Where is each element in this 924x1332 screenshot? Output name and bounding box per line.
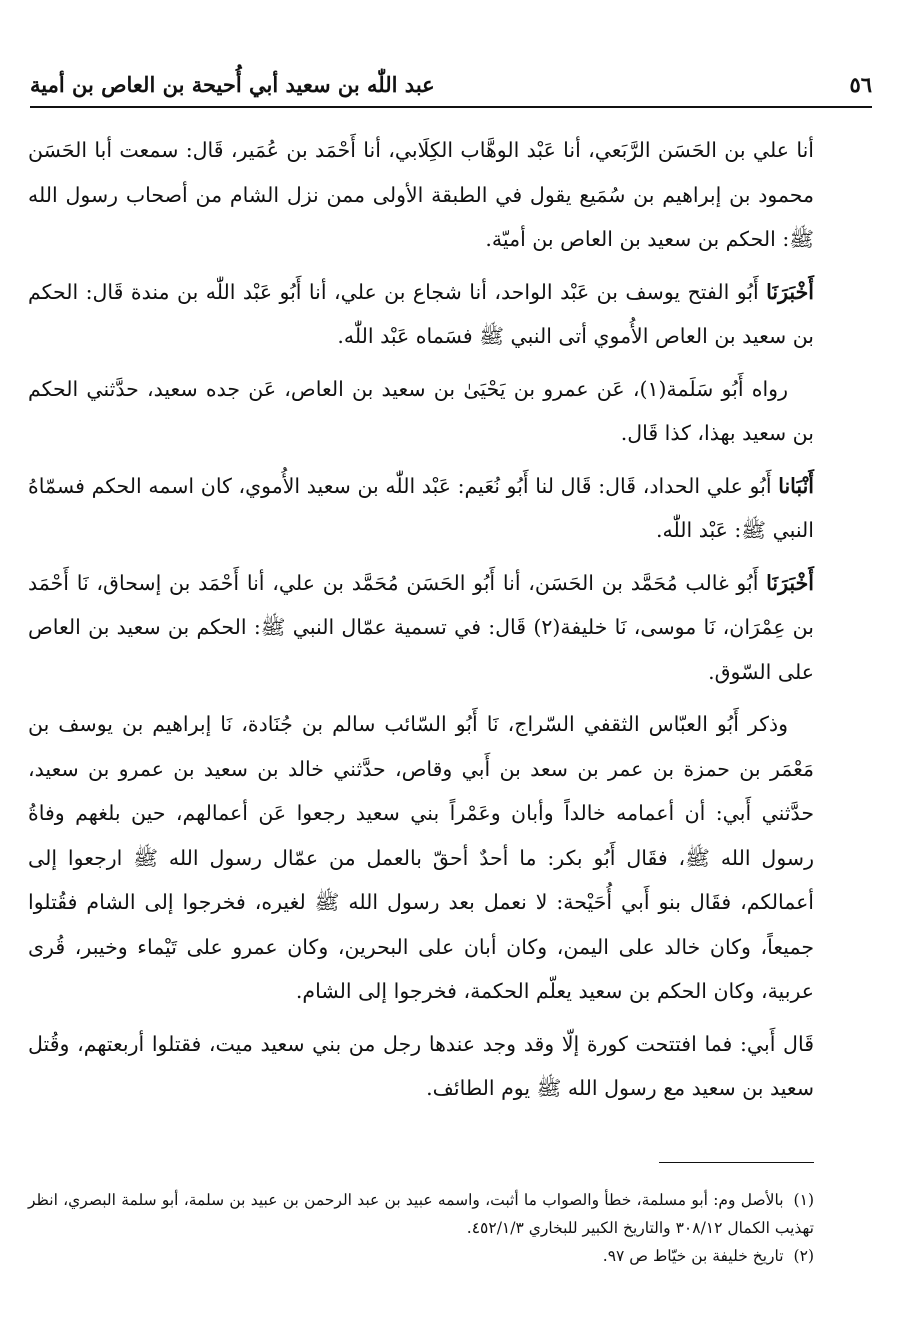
footnote-number: (١) <box>793 1191 814 1209</box>
paragraph-text: رواه أَبُو سَلَمة(١)، عَن عمرو بن يَحْيَىٰ بن سعيد بن العاص، عَن جده سعيد، حدَّثني الحكم بن سعيد بهذا، كذا قَال. <box>28 376 814 445</box>
footnote-text: بالأصل وم: أبو مسلمة، خطأ والصواب ما أثبت، واسمه عبيد بن عبد الرحمن بن عبيد بن سلمة، أبو سلمة البصري، انظر تهذيب الكمال ٣٠٨/١٢ والتاريخ الكبير للبخاري ٤٥٢/١/٣. <box>28 1191 814 1237</box>
paragraph-text: وذكر أَبُو العبّاس الثقفي السّراج، نَا أَبُو السّائب سالم بن جُنَادة، نَا إبراهيم بن يوسف بن مَعْمَر بن حمزة بن عمر بن سعد بن أَبي وقاص، حدَّثني خالد بن سعيد بن عمرو بن سعيد، حدَّثني أَبي: أن أعمامه خالداً وأبان وعَمْراً بني سعيد رجعوا عَن أعمالهم، حين بلغهم وفاةُ رسول الله ﷺ، فقَال أَبُو بكر: ما أحدٌ أحقّ بالعمل من عمّال رسول الله ﷺ ارجعوا إلى أعمالكم، فقَال بنو أَبي أُحَيْحة: لا نعمل بعد رسول الله ﷺ لغيره، فخرجوا إلى الشام فقُتلوا جميعاً، وكان خالد على اليمن، وكان أبان على البحرين، وكان عمرو على تَيْماء وخيبر، قُرى عربية، وكان الحكم بن سعيد يعلّم الحكمة، فخرجوا إلى الشام. <box>28 712 814 1003</box>
paragraph <box>28 561 814 695</box>
header-divider <box>30 106 872 108</box>
paragraph <box>28 702 814 1014</box>
paragraph-lead: أَخْبَرَنَا <box>766 279 814 304</box>
paragraph-text: أنا علي بن الحَسَن الرَّبَعي، أنا عَبْد الوهَّاب الكِلَابي، أنا أَحْمَد بن عُمَير، قَال: سمعت أبا الحَسَن محمود بن إبراهيم بن سُمَيع يقول في الطبقة الأولى ممن نزل الشام من أصحاب رسول الله ﷺ: الحكم بن سعيد بن العاص بن أميّة. <box>28 138 814 251</box>
main-text <box>28 128 814 1119</box>
paragraph-lead: أَنْبَانا <box>778 473 814 498</box>
paragraph <box>28 1022 814 1111</box>
page-header <box>30 62 872 106</box>
paragraph-text: أَبُو غالب مُحَمَّد بن الحَسَن، أنا أَبُو الحَسَن مُحَمَّد بن علي، أنا أَحْمَد بن إسحاق، نَا أَحْمَد بن عِمْرَان، نَا موسى، نَا خليفة(٢) قَال: في تسمية عمّال النبي ﷺ: الحكم بن سعيد بن العاص على السّوق. <box>28 570 814 684</box>
paragraph-text: أَبُو علي الحداد، قَال: قَال لنا أَبُو نُعَيم: عَبْد اللّٰه بن سعيد الأُموي، كان اسمه الحكم فسمّاهُ النبي ﷺ: عَبْد اللّٰه. <box>28 473 814 542</box>
paragraph-text: قَال أَبي: فما افتتحت كورة إلّا وقد وجد عندها رجل من بني سعيد ميت، فقتلوا أربعتهم، وقُتل سعيد بن سعيد مع رسول الله ﷺ يوم الطائف. <box>28 1031 814 1100</box>
paragraph-text: أَبُو الفتح يوسف بن عَبْد الواحد، أنا شجاع بن علي، أنا أَبُو عَبْد اللّٰه بن مندة قَال: الحكم بن سعيد بن العاص الأُموي أتى النبي ﷺ فسَماه عَبْد اللّٰه. <box>28 279 814 348</box>
paragraph <box>28 270 814 359</box>
footnote-divider <box>659 1162 814 1163</box>
paragraph <box>28 464 814 553</box>
paragraph-lead: أَخْبَرَنَا <box>766 570 814 595</box>
footnote-number: (٢) <box>793 1247 814 1265</box>
footnote <box>28 1186 814 1242</box>
paragraph <box>28 367 814 456</box>
footnotes <box>28 1186 814 1270</box>
footnote <box>28 1242 814 1270</box>
page-number: ٥٦ <box>849 71 872 97</box>
footnote-text: تاريخ خليفة بن خيّاط ص ٩٧. <box>602 1247 784 1265</box>
running-title: عبد اللّٰه بن سعيد أبي أُحيحة بن العاص بن أمية <box>30 71 435 97</box>
paragraph <box>28 128 814 262</box>
